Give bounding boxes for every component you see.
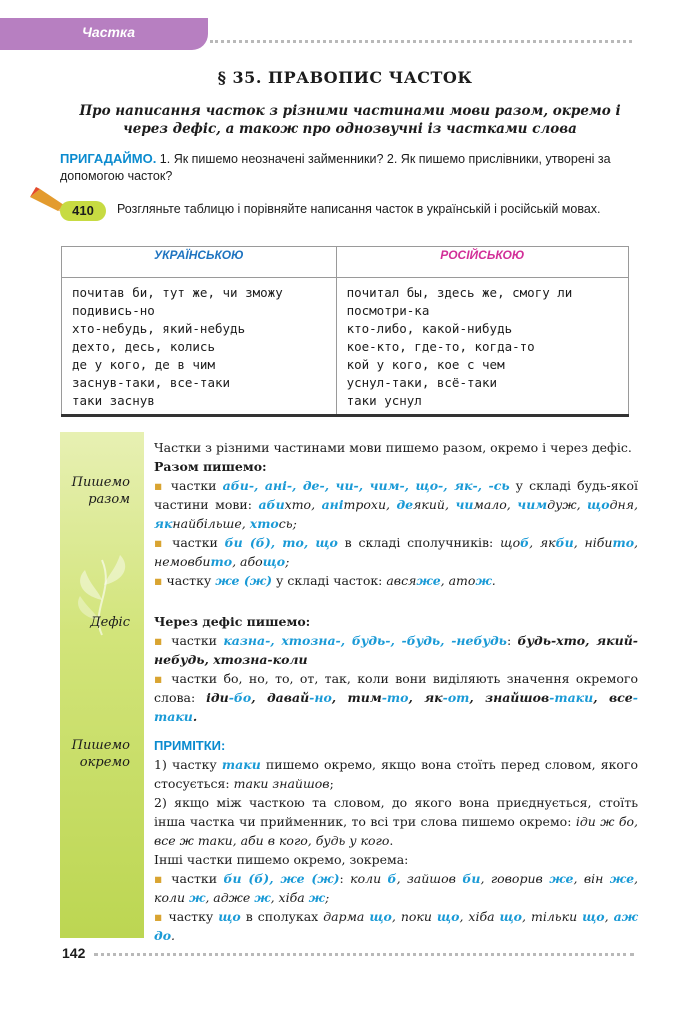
example-word-part: же — [416, 573, 441, 588]
example-word-part: аж до — [154, 909, 638, 943]
example-word-part: -бо — [228, 690, 252, 705]
example-word-part: як — [424, 690, 443, 705]
example-word-part: дуж — [547, 497, 577, 512]
separate-head: Інші частки пишемо окремо, зокрема: — [154, 852, 409, 867]
example-word-part: дарма — [323, 909, 370, 924]
table-header-russian: РОСІЙСЬКОЮ — [336, 247, 628, 278]
example-word-part: іди — [206, 690, 229, 705]
example-word-part: би — [462, 871, 481, 886]
together-head: Разом пишемо: — [154, 459, 267, 474]
example-word-part: найбільше — [172, 516, 242, 531]
rules-intro: Частки з різними частинами мови пишемо разом, окремо і через дефіс. — [154, 440, 632, 455]
example-word-part: який — [413, 497, 445, 512]
table-row: кое-кто, где-то, когда-то — [346, 339, 535, 354]
example-word-part: як — [154, 516, 173, 531]
example-word-part: ж — [188, 890, 206, 905]
remind-text: 1. Як пишемо неозначені займенники? 2. Як пишемо прислівники, утворені за допомогою часток? — [60, 152, 611, 183]
rule-item: ▪ частки аби-, ані-, де-, чи-, чим-, що-, як-, -сь у складі будь-якої частини мови: абихто, анітрохи, деякий, чимало, чимдуж, щодня, якнайбільше, хтось; — [154, 478, 638, 531]
table-row: посмотри-ка — [346, 303, 430, 318]
example-word-part: давай — [266, 690, 310, 705]
table-row: де у кого, де в чим — [72, 357, 215, 372]
example-word-part: хто — [249, 516, 279, 531]
label-separate: Пишемо окремо — [71, 738, 130, 770]
example-word-part: немовби — [154, 554, 211, 569]
example-word-part: -то — [381, 690, 409, 705]
example-word-part: знайшов — [485, 690, 550, 705]
rule-item: ▪ частку же (ж) у складі часток: авсяже, атож. — [154, 573, 496, 588]
example-word-part: де — [396, 497, 414, 512]
example-word-part: же — [549, 871, 574, 886]
table-row: кто-либо, какой-нибудь — [346, 321, 513, 336]
table-row: хто-небудь, який-небудь — [72, 321, 246, 336]
notes-title: ПРИМІТКИ: — [154, 738, 226, 753]
table-row: кой у кого, кое с чем — [346, 357, 505, 372]
example-word-part: все — [608, 690, 633, 705]
table-header-ukrainian: УКРАЇНСЬКОЮ — [62, 247, 337, 278]
example-word-part: адже — [213, 890, 255, 905]
rule-item: ▪ частки казна-, хтозна-, будь-, -будь, -небудь: будь-хто, який-небудь, хтозна-коли — [154, 633, 638, 667]
example-word-part: хто — [284, 497, 312, 512]
example-word-part: чим — [517, 497, 548, 512]
example-word-part: ані — [321, 497, 344, 512]
example-word-part: говорив — [490, 871, 550, 886]
example-word-part: ж — [308, 890, 325, 905]
remind-label: ПРИГАДАЙМО. — [60, 151, 157, 166]
table-row: таки уснул — [346, 393, 422, 408]
example-word-part: ж — [254, 890, 271, 905]
table-row: почитав би, тут же, чи зможу — [72, 285, 283, 300]
example-word-part: дня — [609, 497, 635, 512]
example-word-part: що — [499, 909, 523, 924]
example-word-part: ато — [448, 573, 476, 588]
example-word-part: що — [436, 909, 460, 924]
example-word-part: чи — [455, 497, 474, 512]
example-word-part: що — [587, 497, 610, 512]
page-number: 142 — [62, 945, 86, 961]
table-row: подивись-но — [72, 303, 155, 318]
rules-hyphen — [154, 612, 638, 726]
example-word-part: ався — [386, 573, 417, 588]
example-word-part: тільки — [530, 909, 583, 924]
exercise-number-badge: 410 — [60, 201, 106, 221]
table-row: заснув-таки, все-таки — [72, 375, 231, 390]
rule-item: ▪ частки би (б), же (ж): коли б, зайшов би, говорив же, він же, коли ж, адже ж, хіба ж; — [154, 871, 639, 905]
example-word-part: -таки — [549, 690, 594, 705]
example-word-part: сь — [278, 516, 293, 531]
example-word-part: ніби — [584, 535, 613, 550]
exercise-text: Розгляньте таблицю і порівняйте написання часток в українській і російській мовах. — [117, 202, 601, 216]
example-word-part: як — [539, 535, 556, 550]
example-word-part: зайшов — [406, 871, 463, 886]
example-word-part: трохи — [343, 497, 387, 512]
footer-dotted-rule — [94, 953, 634, 956]
example-word-part: поки — [400, 909, 437, 924]
example-word-part: б — [520, 535, 530, 550]
table-row: таки заснув — [72, 393, 155, 408]
table-row: дехто, десь, колись — [72, 339, 215, 354]
example-word-part: же — [609, 871, 635, 886]
example-word-part: що — [582, 909, 605, 924]
table-row: уснул-таки, всё-таки — [346, 375, 498, 390]
example-word-part: коли — [154, 890, 189, 905]
example-word-part: хіба — [278, 890, 309, 905]
example-word-part: -но — [309, 690, 332, 705]
chapter-tab-label: Частка — [82, 24, 135, 40]
hyphen-head: Через дефіс пишемо: — [154, 614, 311, 629]
example-word-part: то — [210, 554, 233, 569]
example-word-part: мало — [473, 497, 507, 512]
example-word-part: аби — [258, 497, 285, 512]
section-subtitle: Про написання часток з різними частинами мови разом, окремо і через дефіс, а також про однозвучні із частками слова — [79, 103, 621, 137]
section-title: § 35. ПРАВОПИС ЧАСТОК — [217, 68, 473, 87]
rule-item: ▪ частку що в сполуках дарма що, поки що, хіба що, тільки що, аж до. — [154, 909, 638, 943]
example-word-part: б — [387, 871, 397, 886]
example-word-part: тим — [347, 690, 382, 705]
example-word-part: хіба — [468, 909, 500, 924]
label-hyphen: Дефіс — [90, 615, 130, 630]
russian-column — [336, 278, 628, 416]
example-word-part: або — [240, 554, 263, 569]
remind-block — [60, 150, 640, 185]
rules-separate — [154, 736, 638, 945]
table-row: почитал бы, здесь же, смогу ли — [346, 285, 573, 300]
example-word-part: що — [369, 909, 392, 924]
example-word-part: що — [262, 554, 286, 569]
example-word-part: він — [583, 871, 610, 886]
rules-together — [154, 438, 638, 590]
note-item: 1) частку таки пишемо окремо, якщо вона стоїть перед словом, якого стосується: таки знайшов; — [154, 757, 638, 791]
note-item: 2) якщо між часткою та словом, до якого вона приєднується, стоїть інша частка чи прийменник, то всі три слова пишемо окремо: іди ж бо, все ж таки, аби в кого, будь у кого. — [154, 795, 638, 848]
rule-item: ▪ частки бо, но, то, от, так, коли вони виділяють значення окремого слова: іди-бо, давай-но, тим-то, як-от, знайшов-таки, все-таки. — [154, 671, 638, 724]
ukrainian-column — [62, 278, 337, 416]
example-word-part: -таки — [154, 690, 638, 724]
header-dotted-rule — [210, 40, 632, 43]
label-together: Пишемо разом — [71, 475, 130, 507]
comparison-table — [61, 246, 629, 417]
example-word-part: ж — [475, 573, 492, 588]
example-word-part: що — [500, 535, 521, 550]
example-word-part: -от — [442, 690, 470, 705]
example-word-part: то — [612, 535, 635, 550]
example-word-part: коли — [350, 871, 388, 886]
rule-item: ▪ частки би (б), то, що в складі сполучників: щоб, якби, нібито, немовбито, абощо; — [154, 535, 639, 569]
example-word-part: би — [555, 535, 574, 550]
